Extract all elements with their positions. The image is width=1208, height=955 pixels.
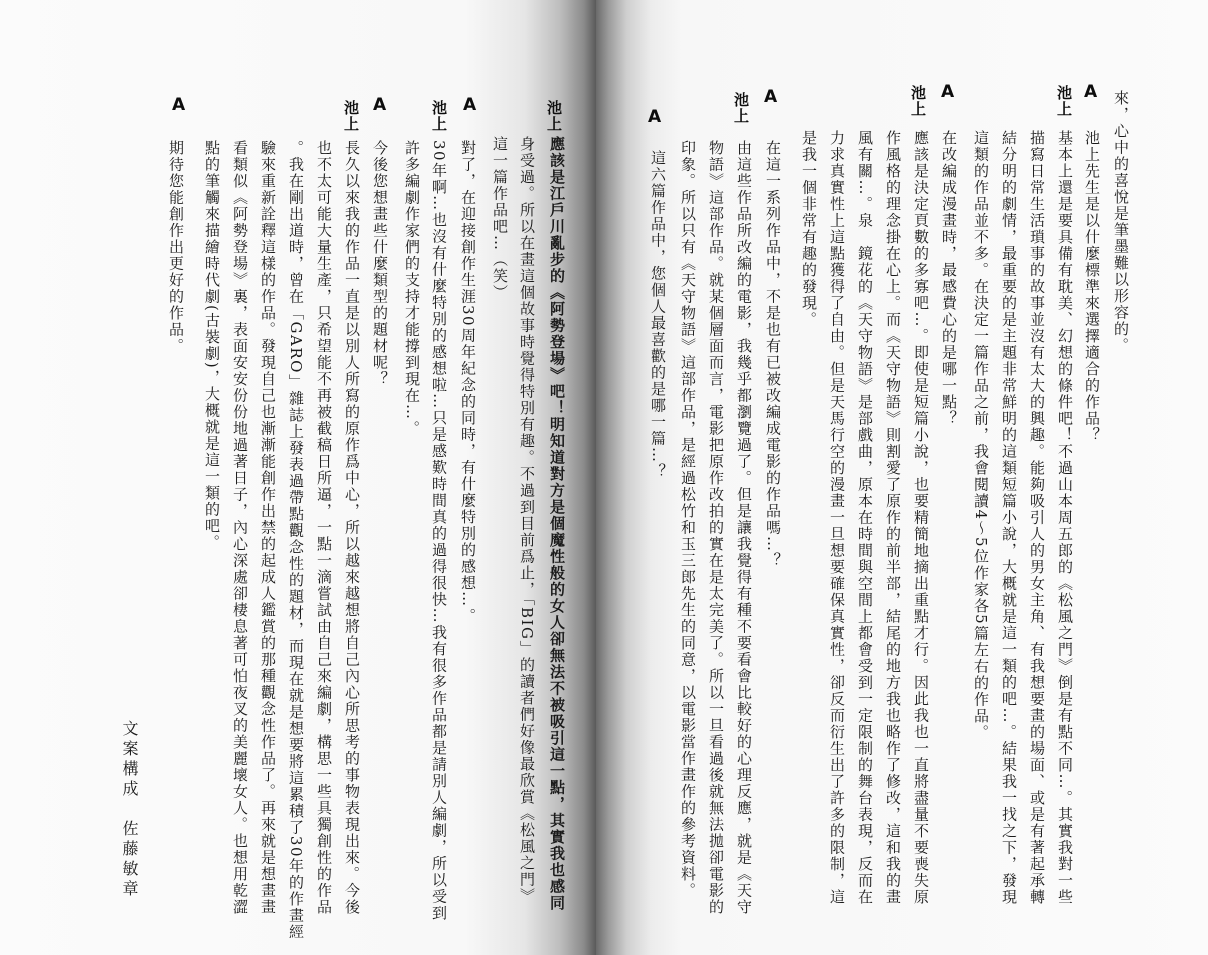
credit-line: 文案構成 佐藤敏章 — [120, 720, 139, 900]
speaker-a: A — [463, 95, 478, 115]
text-column: 長久以來我的作品一直是以別人所寫的原作爲中心，所以越來越想將自己內心所思考的事物表現出來。今後 — [343, 140, 361, 916]
text-column: 作風格的理念掛在心上。而《天守物語》則割愛了原作的前半部，結尾的地方我也略作了修改，這和我的畫 — [884, 130, 902, 906]
text-column: 印象。所以只有《天守物語》這部作品，是經過松竹和玉三郎先生的同意，以電影當作畫作的參考資料。 — [679, 140, 697, 899]
speaker-ikegami: 池上 — [430, 100, 448, 132]
right-page — [596, 0, 1208, 955]
speaker-ikegami: 池上 — [732, 92, 750, 124]
speaker-a: A — [1084, 82, 1099, 102]
text-column: 這類的作品並不多。在決定一篇作品之前，我會閱讀4～5位作家各5篇左右的作品。 — [972, 130, 990, 741]
speaker-ikegami: 池上 — [545, 100, 563, 132]
text-column: 這一篇作品吧…（笑） — [491, 136, 509, 301]
text-column: 描寫日常生活瑣事的故事並沒有太大的興趣。能夠吸引人的男女主角、有我想要畫的場面、或是有著起承轉 — [1028, 130, 1046, 906]
speaker-a: A — [764, 87, 779, 107]
text-column: 對了，在迎接創作生涯30周年紀念的同時，有什麼特別的感想…。 — [459, 140, 477, 625]
speaker-a: A — [648, 107, 663, 127]
text-column: 也不太可能大量生產，只希望能不再被截稿日所逼，一點一滴嘗試由自己來編劇，構思一些具獨創性的作品 — [315, 140, 333, 916]
speaker-ikegami: 池上 — [1055, 85, 1073, 117]
text-column: 來，心中的喜悅是筆墨難以形容的。 — [1112, 90, 1130, 354]
text-column: 力求真實性上這點獲得了自由。但是天馬行空的漫畫一旦想要確保真實性，卻反而衍生出了許多的限制，這 — [828, 130, 846, 906]
text-column: 是我一個非常有趣的發現。 — [800, 130, 818, 328]
text-column: 應該是江戶川亂步的《阿勢登場》吧！明知道對方是個魔性般的女人卻無法不被吸引這一點，其實我也感同 — [548, 136, 566, 912]
text-column: 基本上還是要具備有耽美、幻想的條件吧！不過山本周五郎的《松風之門》倒是有點不同…。其實我對一些 — [1056, 130, 1074, 906]
speaker-ikegami: 池上 — [909, 85, 927, 117]
left-page — [0, 0, 596, 955]
text-column: 30年啊…也沒有什麼特別的感想啦…只是感歎時間真的過得很快…我有很多作品都是請別人編劇，所以受到 — [430, 140, 448, 922]
text-column: 期待您能創作出更好的作品。 — [167, 140, 185, 355]
text-column: 身受過。所以在畫這個故事時覺得特別有趣。不過到目前爲止，「BIG」的讀者們好像最欣賞《松風之門》 — [518, 136, 536, 905]
text-column: 今後您想畫些什麼類型的題材呢？ — [371, 140, 389, 388]
text-column: 許多編劇作家們的支持才能撐到現在…。 — [403, 140, 421, 437]
text-column: 在改編成漫畫時，最感費心的是哪一點？ — [940, 130, 958, 427]
text-column: 在這一系列作品中，不是也有已被改編成電影的作品嗎…？ — [764, 140, 782, 569]
text-column: 物語》這部作品。就某個層面而言，電影把原作改拍的實在是太完美了。所以一旦看過後就無法拋卻電影的 — [707, 140, 725, 916]
text-column: 風有關…。泉 鏡花的《天守物語》是部戲曲，原本在時間與空間上都會受到一定限制的舞台表現，反而在 — [856, 130, 874, 906]
text-column: 看類似《阿勢登場》裏，表面安安份份地過著日子，內心深處卻棲息著可怕夜叉的美麗壞女人。也想用乾澀 — [231, 140, 249, 916]
text-column: 由這些作品所改編的電影，我幾乎都瀏覽過了。但是讓我覺得有種不要看會比較好的心理反應，就是《天守 — [735, 140, 753, 916]
text-column: 這六篇作品中，您個人最喜歡的是哪一篇…？ — [649, 150, 667, 480]
text-column: 。我在剛出道時，曾在「GARO」雜誌上發表過帶點觀念性的題材，而現在就是想要將這累積了30年的作畫經 — [287, 140, 305, 941]
text-column: 應該是決定頁數的多寡吧…。即使是短篇小說，也要精簡地摘出重點才行。因此我也一直將盡量不要喪失原 — [912, 130, 930, 906]
speaker-a: A — [172, 95, 187, 115]
text-column: 驗來重新詮釋這樣的作品。發現自己也漸漸能創作出禁的起成人鑑賞的那種觀念性作品了。再來就是想畫畫 — [259, 140, 277, 916]
text-column: 點的筆觸來描繪時代劇(古裝劇)，大概就是這一類的吧。 — [203, 140, 221, 551]
speaker-a: A — [941, 82, 956, 102]
speaker-ikegami: 池上 — [342, 100, 360, 132]
speaker-a: A — [373, 95, 388, 115]
text-column: 結分明的劇情，最重要的是主題非常鮮明的這類短篇小說，大概就是這一類的吧…。結果我一找之下，發現 — [1000, 130, 1018, 906]
text-column: 池上先生是以什麼標準來選擇適合的作品？ — [1083, 130, 1101, 444]
